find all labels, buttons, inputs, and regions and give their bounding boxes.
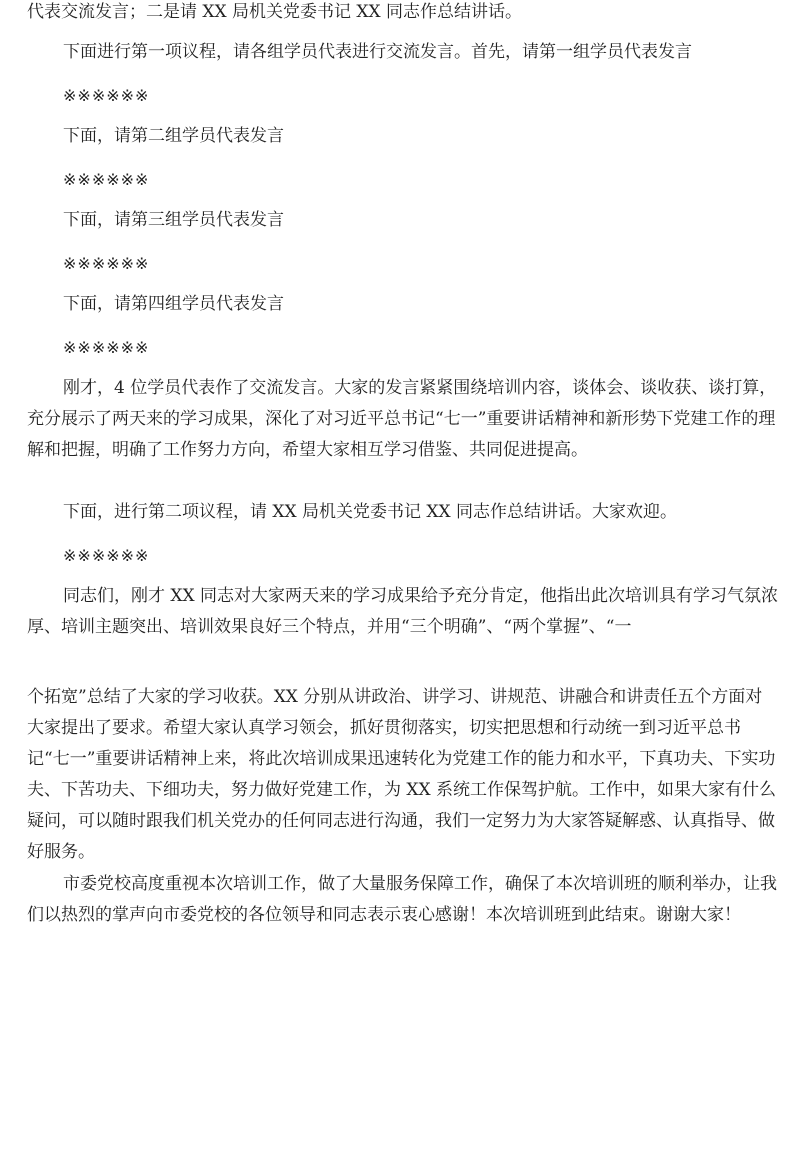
paragraph: 刚才，4 位学员代表作了交流发言。大家的发言紧紧围绕培训内容，谈体会、谈收获、谈打算，充分展示了两天来的学习成果，深化了对习近平总书记“七一”重要讲话精神和新形势下党建工作的理解和把握，明确了工作努力方向，希望大家相互学习借鉴、共同促进提高。: [27, 378, 777, 460]
text-line: 代表交流发言；二是请 XX 局机关党委书记 XX 同志作总结讲话。: [27, 2, 523, 22]
text-line: 下面，请第三组学员代表发言: [63, 210, 284, 230]
text-line: 下面，请第四组学员代表发言: [63, 294, 284, 314]
separator-marks: ※※※※※※: [63, 170, 150, 189]
text-line: 下面，进行第二项议程，请 XX 局机关党委书记 XX 同志作总结讲话。大家欢迎。: [63, 502, 678, 522]
paragraph: 个拓宽”总结了大家的学习收获。XX 分别从讲政治、讲学习、讲规范、讲融合和讲责任五个方面对大家提出了要求。希望大家认真学习领会，抓好贯彻落实，切实把思想和行动统一到习近平总书记“七一”重要讲话精神上来，将此次培训成果迅速转化为党建工作的能力和水平，下真功夫、下实功夫、下苦功夫、下细功夫，努力做好党建工作，为 XX 系统工作保驾护航。工作中，如果大家有什么疑问，可以随时跟我们机关党办的任何同志进行沟通，我们一定努力为大家答疑解惑、认真指导、做好服务。: [27, 687, 777, 862]
paragraph: 同志们，刚才 XX 同志对大家两天来的学习成果给予充分肯定，他指出此次培训具有学习气氛浓厚、培训主题突出、培训效果良好三个特点，并用“三个明确”、“两个掌握”、“一: [27, 586, 779, 637]
separator-marks: ※※※※※※: [63, 254, 150, 273]
separator-marks: ※※※※※※: [63, 546, 150, 565]
separator-marks: ※※※※※※: [63, 86, 150, 105]
paragraph: 市委党校高度重视本次培训工作，做了大量服务保障工作，确保了本次培训班的顺利举办，让我们以热烈的掌声向市委党校的各位领导和同志表示衷心感谢！本次培训班到此结束。谢谢大家！: [27, 874, 777, 925]
separator-marks: ※※※※※※: [63, 338, 150, 357]
text-line: 下面，请第二组学员代表发言: [63, 126, 284, 146]
text-line: 下面进行第一项议程，请各组学员代表进行交流发言。首先，请第一组学员代表发言: [63, 42, 692, 62]
